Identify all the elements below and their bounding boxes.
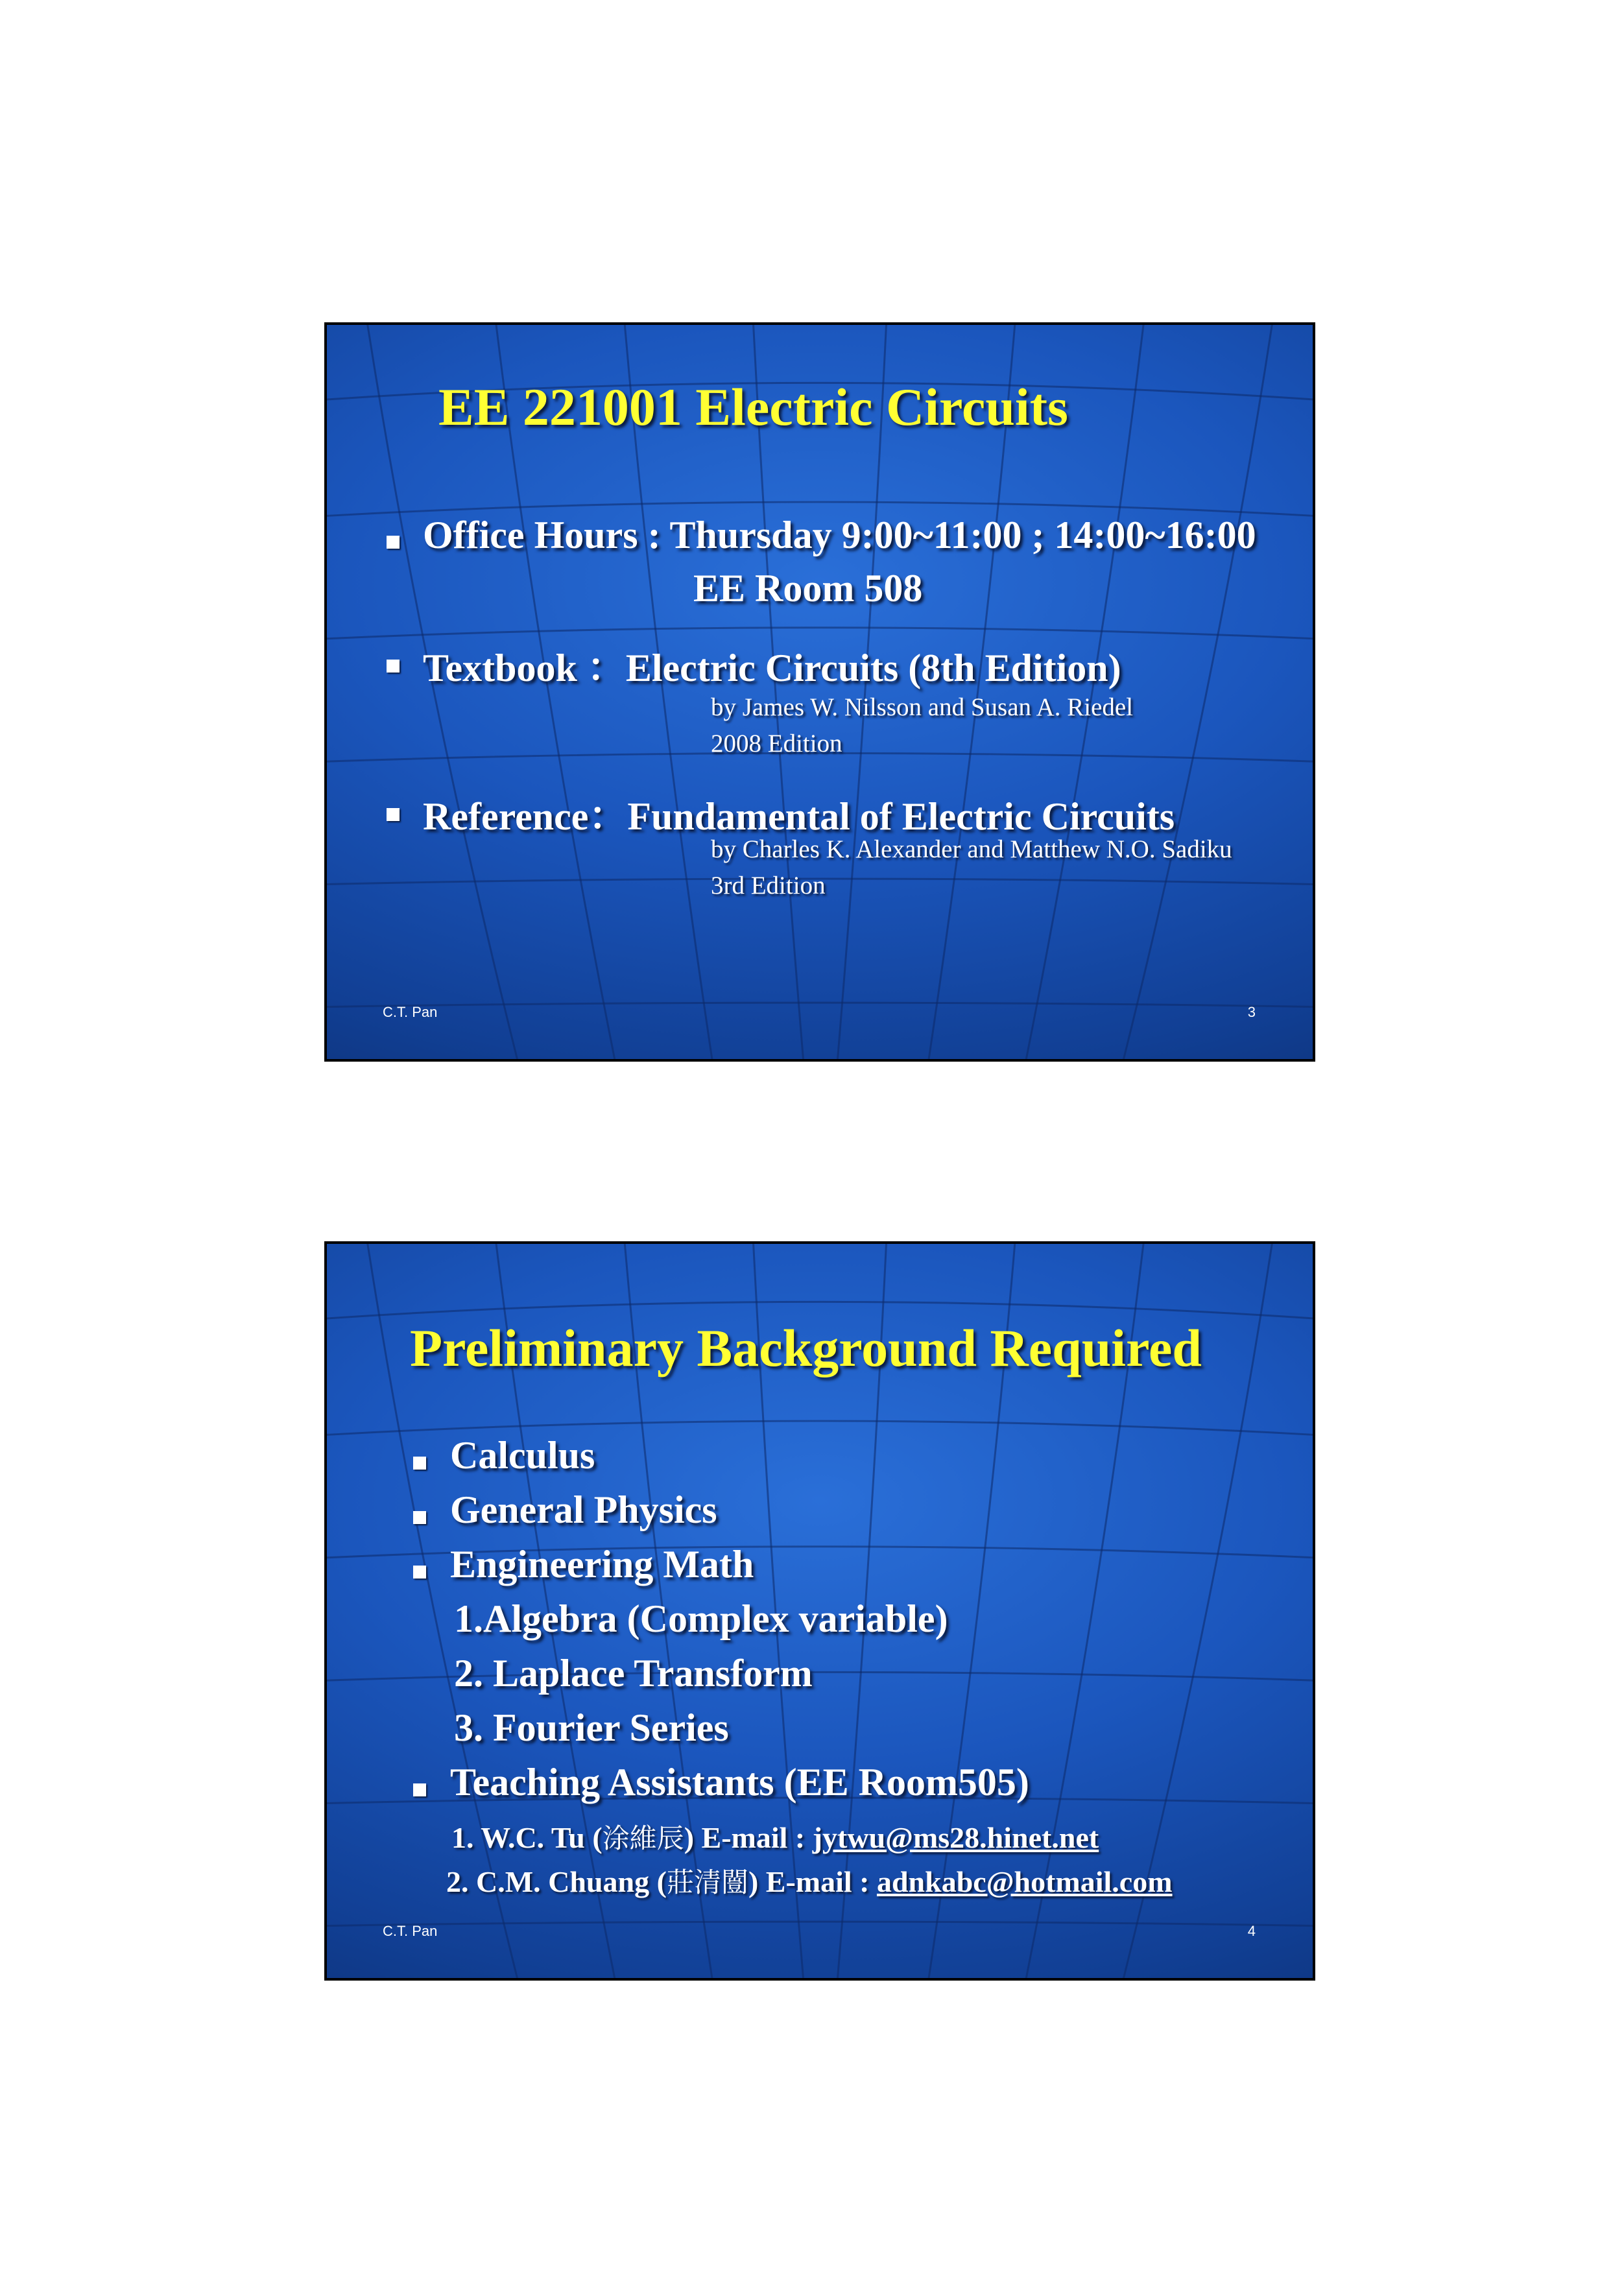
ta-2-email-link[interactable]: adnkabc@hotmail.com — [876, 1865, 1173, 1898]
bullet-square-icon — [413, 1457, 426, 1470]
office-hours-line: Office Hours : Thursday 9:00~11:00 ; 14:00~16:00 — [423, 514, 1256, 556]
reference-line: Reference：Fundamental of Electric Circuits — [423, 795, 1175, 838]
ta-1-email-link[interactable]: jytwu@ms28.hinet.net — [812, 1821, 1099, 1854]
prereq-engineering-math: Engineering Math — [450, 1543, 754, 1586]
bullet-square-icon — [413, 1511, 426, 1524]
math-topic-algebra: 1.Algebra (Complex variable) — [454, 1597, 948, 1640]
footer-author: C.T. Pan — [383, 1004, 438, 1020]
ta-1-prefix: 1. W.C. Tu ( — [451, 1821, 603, 1854]
bullet-square-icon — [387, 808, 400, 821]
textbook-line: Textbook ：Electric Circuits (8th Edition) — [423, 647, 1121, 689]
reference-authors: by Charles K. Alexander and Matthew N.O. Sadiku — [711, 835, 1232, 863]
slide-4 — [324, 1241, 1315, 1981]
math-topic-fourier: 3. Fourier Series — [454, 1706, 729, 1749]
ta-row-2 — [446, 1861, 1173, 1900]
prereq-calculus: Calculus — [450, 1434, 595, 1477]
ta-row-1 — [451, 1817, 1099, 1856]
ta-1-chinese-name: 涂維辰 — [602, 1822, 684, 1854]
slide-title: Preliminary Background Required — [410, 1318, 1202, 1377]
ta-1-suffix: ) E-mail : — [684, 1821, 813, 1854]
bullet-square-icon — [413, 1783, 426, 1796]
prereq-physics: General Physics — [450, 1488, 717, 1531]
page-number: 3 — [1247, 1004, 1256, 1020]
ta-2-prefix: 2. C.M. Chuang ( — [446, 1865, 667, 1898]
bullet-square-icon — [413, 1566, 426, 1579]
textbook-authors: by James W. Nilsson and Susan A. Riedel — [711, 693, 1134, 721]
reference-edition: 3rd Edition — [711, 872, 826, 900]
office-room-line: EE Room 508 — [693, 567, 923, 610]
page-number: 4 — [1247, 1923, 1256, 1939]
slide-title: EE 221001 Electric Circuits — [438, 377, 1068, 436]
slide-3 — [324, 322, 1315, 1062]
footer-author: C.T. Pan — [383, 1923, 438, 1939]
math-topic-laplace: 2. Laplace Transform — [454, 1652, 813, 1695]
ta-2-chinese-name: 莊清闓 — [666, 1866, 748, 1898]
ta-2-suffix: ) E-mail : — [748, 1865, 877, 1898]
bullet-square-icon — [387, 660, 400, 673]
textbook-edition: 2008 Edition — [711, 730, 842, 757]
bullet-square-icon — [387, 536, 400, 549]
ta-heading: Teaching Assistants (EE Room505) — [450, 1761, 1029, 1804]
